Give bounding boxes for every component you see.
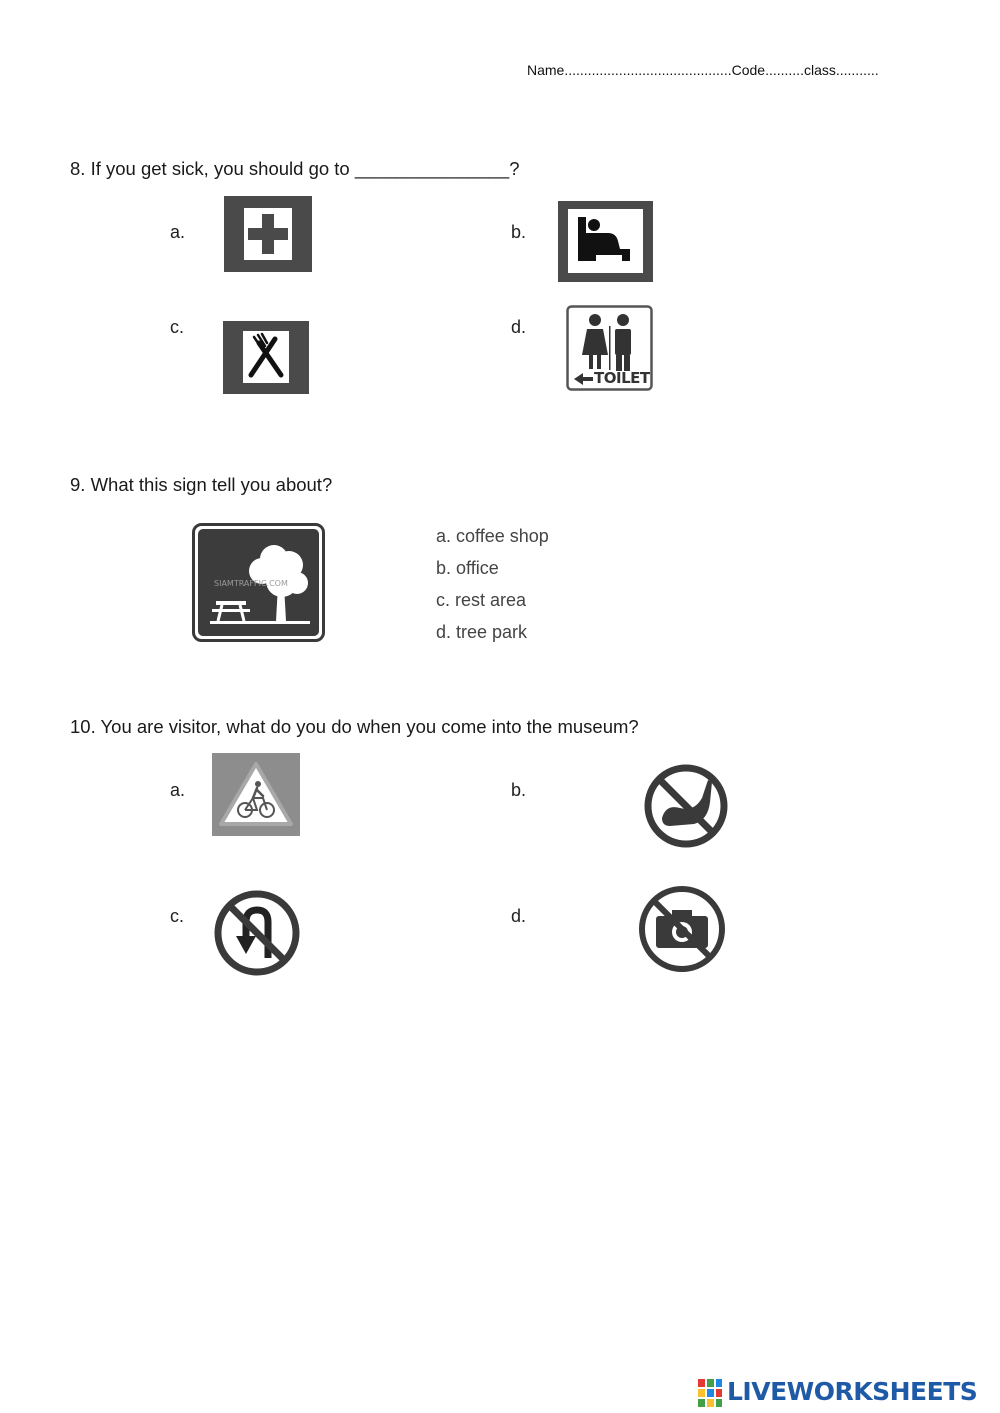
q8-option-d-label: d. [511, 317, 527, 337]
liveworksheets-logo-icon [697, 1378, 723, 1408]
rest-area-picnic-sign-icon[interactable] [192, 523, 325, 642]
siamtraffic-sign-text: SIAMTRAFFIC.COM [214, 579, 288, 588]
q9-option-c[interactable]: c. rest area [436, 590, 527, 610]
no-camera-sign-icon[interactable] [636, 884, 732, 974]
q10-option-c-label: c. [170, 906, 185, 926]
q10-option-b-label: b. [511, 780, 527, 800]
q9-option-d[interactable]: d. tree park [436, 622, 528, 642]
q8-option-a-label: a. [170, 222, 186, 242]
toilet-sign-text: TOILET [594, 369, 650, 387]
q8-option-b-label: b. [511, 222, 527, 242]
restaurant-fork-knife-sign-icon[interactable] [221, 319, 311, 396]
liveworksheets-text: LIVEWORKSHEETS [727, 1377, 978, 1406]
q9-option-a[interactable]: a. coffee shop [436, 526, 549, 546]
bicycle-crossing-sign-icon[interactable] [211, 752, 301, 837]
first-aid-sign-icon[interactable] [222, 194, 314, 274]
no-u-turn-sign-icon[interactable] [212, 888, 302, 978]
student-info-line: Name...........................................Code..........class........... [527, 62, 879, 78]
question-10-text: 10. You are visitor, what do you do when you come into the museum? [70, 716, 639, 737]
question-9-text: 9. What this sign tell you about? [70, 474, 333, 495]
q8-option-c-label: c. [170, 317, 185, 337]
question-8-text: 8. If you get sick, you should go to _______________? [70, 158, 520, 179]
no-high-heels-sign-icon[interactable] [640, 762, 732, 850]
toilet-sign-icon[interactable] [566, 305, 653, 391]
liveworksheets-watermark [697, 1374, 993, 1410]
q10-option-d-label: d. [511, 906, 527, 926]
hotel-bed-sign-icon[interactable] [556, 199, 655, 284]
q10-option-a-label: a. [170, 780, 186, 800]
q9-option-b[interactable]: b. office [436, 558, 499, 578]
